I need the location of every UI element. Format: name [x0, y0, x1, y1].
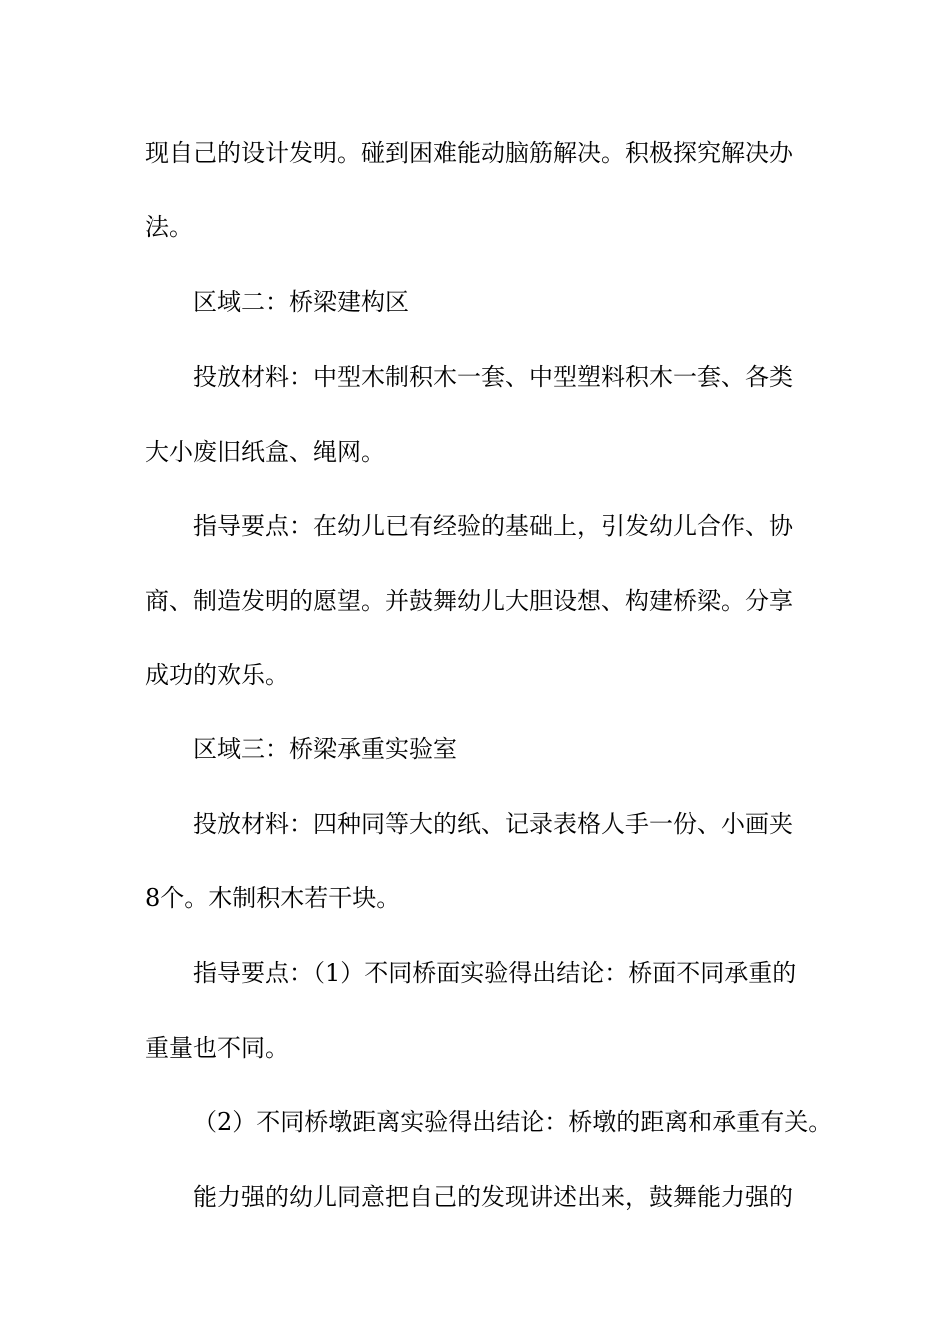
paragraph-line: 重量也不同。 [145, 1034, 289, 1062]
section-heading: 区域二：桥梁建构区 [193, 288, 409, 316]
section-heading: 区域三：桥梁承重实验室 [193, 735, 457, 763]
paragraph-line: 投放材料：中型木制积木一套、中型塑料积木一套、各类 [193, 363, 793, 391]
paragraph-line: 能力强的幼儿同意把自己的发现讲述出来，鼓舞能力强的 [193, 1183, 793, 1211]
paragraph-line: 指导要点：在幼儿已有经验的基础上，引发幼儿合作、协 [193, 512, 793, 540]
paragraph-line: 商、制造发明的愿望。并鼓舞幼儿大胆设想、构建桥梁。分享 [145, 587, 793, 615]
paragraph-line: 法。 [145, 213, 193, 241]
paragraph-line: 现自己的设计发明。碰到困难能动脑筋解决。积极探究解决办 [145, 139, 793, 167]
paragraph-line: 投放材料：四种同等大的纸、记录表格人手一份、小画夹 [193, 810, 793, 838]
paragraph-line: 大小废旧纸盒、绳网。 [145, 438, 385, 466]
paragraph-line: 8个。木制积木若干块。 [145, 884, 401, 912]
paragraph-line: （2）不同桥墩距离实验得出结论：桥墩的距离和承重有关。 [193, 1108, 833, 1136]
paragraph-line: 指导要点：（1）不同桥面实验得出结论：桥面不同承重的 [193, 959, 797, 987]
paragraph-line: 成功的欢乐。 [145, 661, 289, 689]
